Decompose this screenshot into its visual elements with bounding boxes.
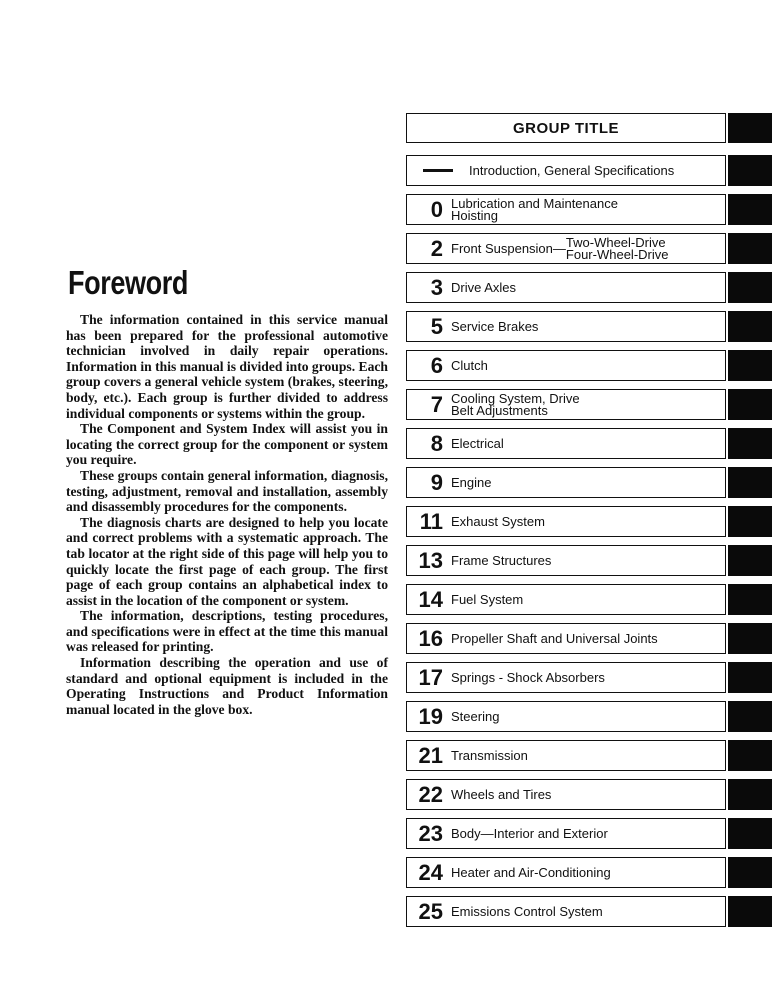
tab-locator[interactable] <box>728 428 772 459</box>
tab-locator[interactable] <box>728 155 772 186</box>
group-row[interactable] <box>406 194 726 225</box>
group-row[interactable] <box>406 272 726 303</box>
tab-locator[interactable] <box>728 350 772 381</box>
group-row[interactable] <box>406 896 726 927</box>
group-row[interactable] <box>406 584 726 615</box>
group-label: Engine <box>451 474 492 490</box>
foreword-paragraph: Information describing the operation and use of standard and optional equipment is included in the Operating Instructions and Product Information manual located in the glove box. <box>66 655 388 717</box>
tab-locator[interactable] <box>728 857 772 888</box>
group-number: 21 <box>418 742 443 768</box>
group-number: 8 <box>430 430 443 456</box>
group-label-line: Belt Adjustments <box>451 402 548 418</box>
group-row[interactable] <box>406 389 726 420</box>
foreword-paragraph: The information, descriptions, testing procedures, and specifications were in effect at the time this manual was released for printing. <box>66 608 388 655</box>
group-row[interactable] <box>406 857 726 888</box>
foreword-paragraph: The diagnosis charts are designed to help you locate and correct problems with a systematic approach. The tab locator at the right side of this page will help you to quickly locate the first page of each group. The first page of each group contains an alphabetical index to assist in the location of the component or system. <box>66 514 388 608</box>
tab-locator[interactable] <box>728 194 772 225</box>
page-title: Foreword <box>68 264 189 301</box>
tab-locator[interactable] <box>728 467 772 498</box>
group-label: Drive Axles <box>451 279 517 295</box>
tab-locator[interactable] <box>728 779 772 810</box>
group-label: Body—Interior and Exterior <box>451 825 608 841</box>
foreword-paragraph: These groups contain general information, diagnosis, testing, adjustment, removal and installation, assembly and disassembly procedures for the components. <box>66 467 388 515</box>
tab-locator[interactable] <box>728 233 772 264</box>
group-number: 7 <box>430 391 443 417</box>
group-number: 14 <box>418 586 443 612</box>
group-label-line: Cooling System, Drive <box>451 390 580 406</box>
group-label-line: Hoisting <box>451 207 498 223</box>
group-label: Introduction, General Specifications <box>469 162 675 178</box>
group-label <box>451 237 668 260</box>
tab-locator[interactable] <box>728 506 772 537</box>
group-label-sub: Two-Wheel-Drive <box>565 235 666 250</box>
tab-locator[interactable] <box>728 311 772 342</box>
tab-locator[interactable] <box>728 545 772 576</box>
group-label-line: Lubrication and Maintenance <box>451 195 618 211</box>
group-row-intro[interactable] <box>406 155 726 186</box>
group-number: 25 <box>418 898 443 924</box>
group-row[interactable] <box>406 740 726 771</box>
group-label: Electrical <box>451 435 504 451</box>
group-label: Propeller Shaft and Universal Joints <box>451 630 658 646</box>
group-row[interactable] <box>406 818 726 849</box>
group-label: Clutch <box>451 357 488 373</box>
group-number: 5 <box>430 313 443 339</box>
group-row[interactable] <box>406 662 726 693</box>
group-number: 16 <box>418 625 443 651</box>
group-label: Emissions Control System <box>451 903 603 919</box>
group-label: Steering <box>451 708 500 724</box>
group-label: Fuel System <box>451 591 524 607</box>
group-label: Transmission <box>451 747 528 763</box>
group-label <box>451 195 618 223</box>
group-number: 9 <box>430 469 443 495</box>
tab-locator[interactable] <box>728 389 772 420</box>
group-row[interactable] <box>406 311 726 342</box>
group-label: Springs - Shock Absorbers <box>451 669 605 685</box>
dash-icon <box>407 169 469 172</box>
group-number: 22 <box>418 781 443 807</box>
group-number: 19 <box>418 703 443 729</box>
group-row[interactable] <box>406 623 726 654</box>
foreword-paragraph: The Component and System Index will assist you in locating the correct group for the component or system you require. <box>66 421 388 468</box>
tab-locator[interactable] <box>728 896 772 927</box>
tab-locator[interactable] <box>728 701 772 732</box>
group-row[interactable] <box>406 233 726 264</box>
group-row[interactable] <box>406 350 726 381</box>
group-number: 17 <box>418 664 443 690</box>
tab-locator[interactable] <box>728 623 772 654</box>
group-number: 23 <box>418 820 443 846</box>
group-label-main: Front Suspension— <box>451 240 566 256</box>
group-number: 11 <box>419 508 443 534</box>
tab-locator[interactable] <box>728 272 772 303</box>
group-label: Exhaust System <box>451 513 545 529</box>
foreword-text <box>66 312 388 717</box>
tab-locator[interactable] <box>728 740 772 771</box>
group-label: Heater and Air-Conditioning <box>451 864 611 880</box>
group-row[interactable] <box>406 779 726 810</box>
group-number: 2 <box>430 235 443 261</box>
group-row[interactable] <box>406 545 726 576</box>
group-row[interactable] <box>406 506 726 537</box>
tab-locator[interactable] <box>728 584 772 615</box>
group-label <box>451 390 580 418</box>
group-label: Frame Structures <box>451 552 552 568</box>
group-label: Wheels and Tires <box>451 786 552 802</box>
group-row[interactable] <box>406 428 726 459</box>
group-title-header: GROUP TITLE <box>406 113 726 143</box>
group-number: 24 <box>418 859 443 885</box>
tab-locator[interactable] <box>728 113 772 143</box>
tab-locator[interactable] <box>728 818 772 849</box>
group-number: 6 <box>430 352 443 378</box>
group-row[interactable] <box>406 701 726 732</box>
group-number: 3 <box>430 274 443 300</box>
group-row[interactable] <box>406 467 726 498</box>
group-label: Service Brakes <box>451 318 539 334</box>
tab-locator[interactable] <box>728 662 772 693</box>
group-number: 0 <box>430 196 443 222</box>
group-label-sub: Four-Wheel-Drive <box>565 246 669 262</box>
foreword-paragraph: The information contained in this service manual has been prepared for the professional automotive technician involved in daily repair operations. Information in this manual is divided into groups. Each group covers a general vehicle system (brakes, steering, body, etc.). Each group is further divided to address individual components or systems within the group. <box>66 312 388 421</box>
group-number: 13 <box>418 547 443 573</box>
